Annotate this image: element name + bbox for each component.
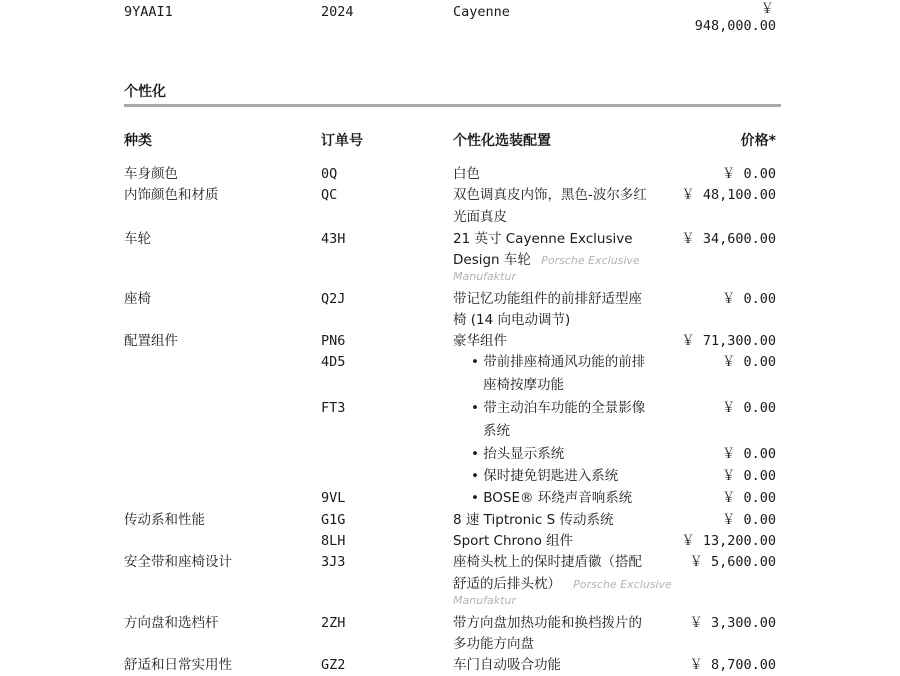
row-price: ￥ 0.00 [721, 400, 776, 416]
manufaktur-note: Porsche Exclusive [541, 254, 640, 267]
header-order-no: 订单号 [321, 133, 363, 149]
row-option-line: • BOSE® 环绕声音响系统 [471, 490, 633, 506]
header-category: 种类 [124, 133, 152, 149]
row-price: ￥ 0.00 [721, 468, 776, 484]
section-title: 个性化 [124, 84, 166, 100]
section-divider [124, 104, 781, 107]
model-price: 948,000.00 [694, 18, 776, 34]
row-price: ￥ 13,200.00 [681, 533, 776, 549]
row-category: 车身颜色 [124, 166, 178, 182]
row-price: ￥ 0.00 [721, 166, 776, 182]
row-code: G1G [321, 512, 346, 528]
model-currency: ￥ [760, 1, 774, 17]
row-option-line: 座椅按摩功能 [483, 377, 564, 393]
row-option-line: • 带主动泊车功能的全景影像 [471, 400, 646, 416]
row-option-line: 光面真皮 [453, 209, 507, 225]
row-code: Q2J [321, 291, 346, 307]
header-option: 个性化选装配置 [453, 133, 551, 149]
row-price: ￥ 0.00 [721, 446, 776, 462]
row-category: 方向盘和选档杆 [124, 615, 219, 631]
row-option-line: Sport Chrono 组件 [453, 533, 574, 549]
row-option-line: • 抬头显示系统 [471, 446, 565, 462]
row-option-line: • 带前排座椅通风功能的前排 [471, 354, 646, 370]
row-option-line: 带方向盘加热功能和换档拨片的 [453, 615, 642, 631]
row-price: ￥ 0.00 [721, 291, 776, 307]
row-category: 配置组件 [124, 333, 178, 349]
row-category: 传动系和性能 [124, 512, 205, 528]
row-price: ￥ 8,700.00 [689, 657, 776, 673]
row-price: ￥ 48,100.00 [681, 187, 776, 203]
row-category: 内饰颜色和材质 [124, 187, 219, 203]
row-code: 4D5 [321, 354, 346, 370]
row-price: ￥ 71,300.00 [681, 333, 776, 349]
row-code: 0Q [321, 166, 338, 182]
row-code: GZ2 [321, 657, 346, 673]
row-price: ￥ 5,600.00 [689, 554, 776, 570]
row-option-line [453, 573, 672, 596]
row-code: 9VL [321, 490, 346, 506]
row-category: 座椅 [124, 291, 151, 307]
model-name: Cayenne [453, 4, 510, 20]
header-price: 价格* [740, 133, 776, 149]
row-option-line: 21 英寸 Cayenne Exclusive [453, 231, 633, 247]
row-code: 3J3 [321, 554, 346, 570]
row-category: 安全带和座椅设计 [124, 554, 232, 570]
row-code: 2ZH [321, 615, 346, 631]
model-code: 9YAAI1 [124, 4, 173, 20]
row-code: QC [321, 187, 338, 203]
manufaktur-note: Manufaktur [453, 594, 516, 607]
row-price: ￥ 0.00 [721, 354, 776, 370]
row-option-line: 带记忆功能组件的前排舒适型座 [453, 291, 642, 307]
row-code: PN6 [321, 333, 346, 349]
row-code: 43H [321, 231, 346, 247]
row-category: 舒适和日常实用性 [124, 657, 232, 673]
row-code: 8LH [321, 533, 346, 549]
row-price: ￥ 0.00 [721, 512, 776, 528]
row-option-line: 8 速 Tiptronic S 传动系统 [453, 512, 614, 528]
model-year: 2024 [321, 4, 354, 20]
row-price: ￥ 34,600.00 [681, 231, 776, 247]
row-option-line: 系统 [483, 423, 510, 439]
manufaktur-note: Manufaktur [453, 270, 516, 283]
row-price: ￥ 3,300.00 [689, 615, 776, 631]
row-option-line: 双色调真皮内饰，黑色-波尔多红 [453, 187, 647, 203]
row-price: ￥ 0.00 [721, 490, 776, 506]
row-option-line: 座椅头枕上的保时捷盾徽（搭配 [453, 554, 642, 570]
row-option-line: 豪华组件 [453, 333, 507, 349]
row-option-line: 多功能方向盘 [453, 636, 534, 652]
row-option-line: 椅 (14 向电动调节) [453, 312, 571, 328]
row-option-text: 舒适的后排头枕） [453, 576, 561, 592]
row-option-line: 白色 [453, 166, 480, 182]
row-code: FT3 [321, 400, 346, 416]
manufaktur-note: Porsche Exclusive [573, 578, 672, 591]
row-option-line [453, 249, 640, 272]
row-option-line: 车门自动吸合功能 [453, 657, 561, 673]
row-category: 车轮 [124, 231, 151, 247]
row-option-text: Design 车轮 [453, 252, 531, 268]
row-option-line: • 保时捷免钥匙进入系统 [471, 468, 619, 484]
